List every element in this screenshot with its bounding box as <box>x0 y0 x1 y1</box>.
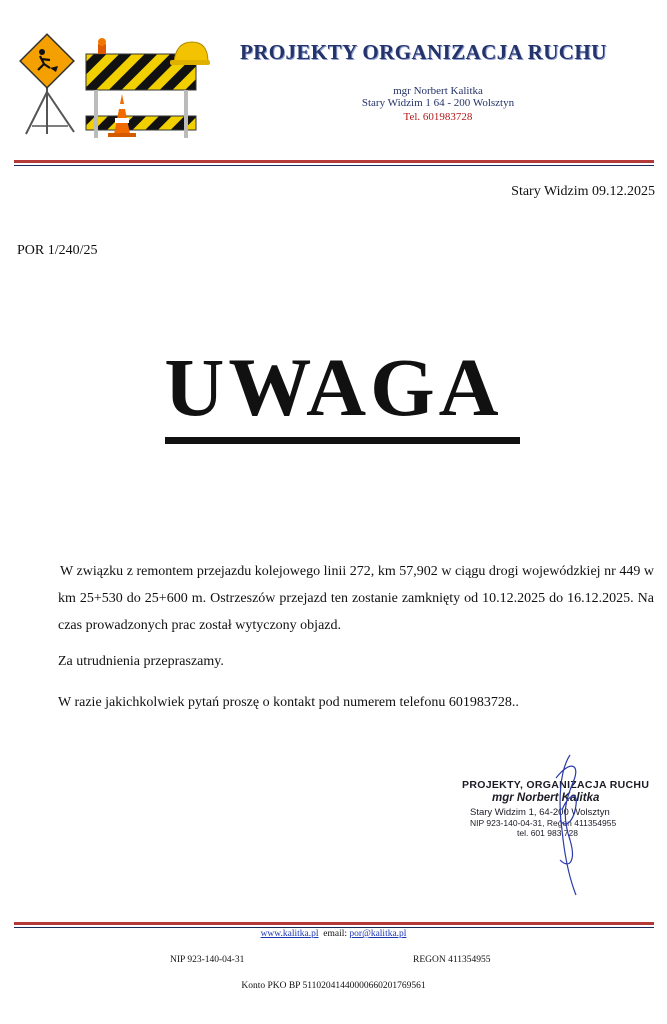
paragraph-contact: W razie jakichkolwiek pytań proszę o kontakt pod numerem telefonu 601983728.. <box>58 695 519 710</box>
footer-regon: REGON 411354955 <box>413 955 491 965</box>
footer-bank-account: Konto PKO BP 51102041440000660201769561 <box>241 981 426 991</box>
heading-underline <box>165 437 520 444</box>
website-link[interactable]: www.kalitka.pl <box>260 929 319 939</box>
email-label: email: <box>323 929 348 939</box>
signature <box>530 750 600 900</box>
footer-contact <box>0 929 667 939</box>
paragraph-apology: Za utrudnienia przepraszamy. <box>58 654 224 669</box>
notice-heading: UWAGA <box>164 341 503 433</box>
roadwork-sign-icon <box>20 34 74 134</box>
stamp-phone: tel. 601 983 728 <box>517 828 578 838</box>
owner-name: mgr Norbert Kalitka <box>393 85 483 97</box>
footer-nip: NIP 923-140-04-31 <box>170 955 245 965</box>
company-phone: Tel. 601983728 <box>403 111 473 123</box>
company-address: Stary Widzim 1 64 - 200 Wolsztyn <box>361 97 515 109</box>
footer-divider-red <box>14 922 654 925</box>
hard-hat-icon <box>170 42 210 65</box>
email-link[interactable]: por@kalitka.pl <box>349 929 407 939</box>
stamp-company: PROJEKTY, ORGANIZACJA RUCHU <box>462 780 650 791</box>
stamp-ids: NIP 923-140-04-31, Regon 411354955 <box>470 818 617 828</box>
document-reference: POR 1/240/25 <box>17 243 98 258</box>
roadwork-logo <box>14 32 210 144</box>
stamp-name: mgr Norbert Kalitka <box>492 792 600 804</box>
header-divider-blue <box>14 165 654 166</box>
paragraph-closure: W związku z remontem przejazdu kolejowego linii 272, km 57,902 w ciągu drogi wojewódzkiej nr 449 w km 25+530 do 25+600 m. Ostrzeszów przejazd ten zostanie zamknięty od 10.12.2025 do 16.12.2025. Na czas prowadzonych prac został wytyczony objazd. <box>58 564 654 633</box>
header-divider-red <box>14 160 654 163</box>
company-name: PROJEKTY ORGANIZACJA RUCHU <box>240 40 607 64</box>
document-date: Stary Widzim 09.12.2025 <box>511 184 655 199</box>
footer-divider-blue <box>14 927 654 928</box>
stamp-address: Stary Widzim 1, 64-200 Wolsztyn <box>470 807 610 818</box>
